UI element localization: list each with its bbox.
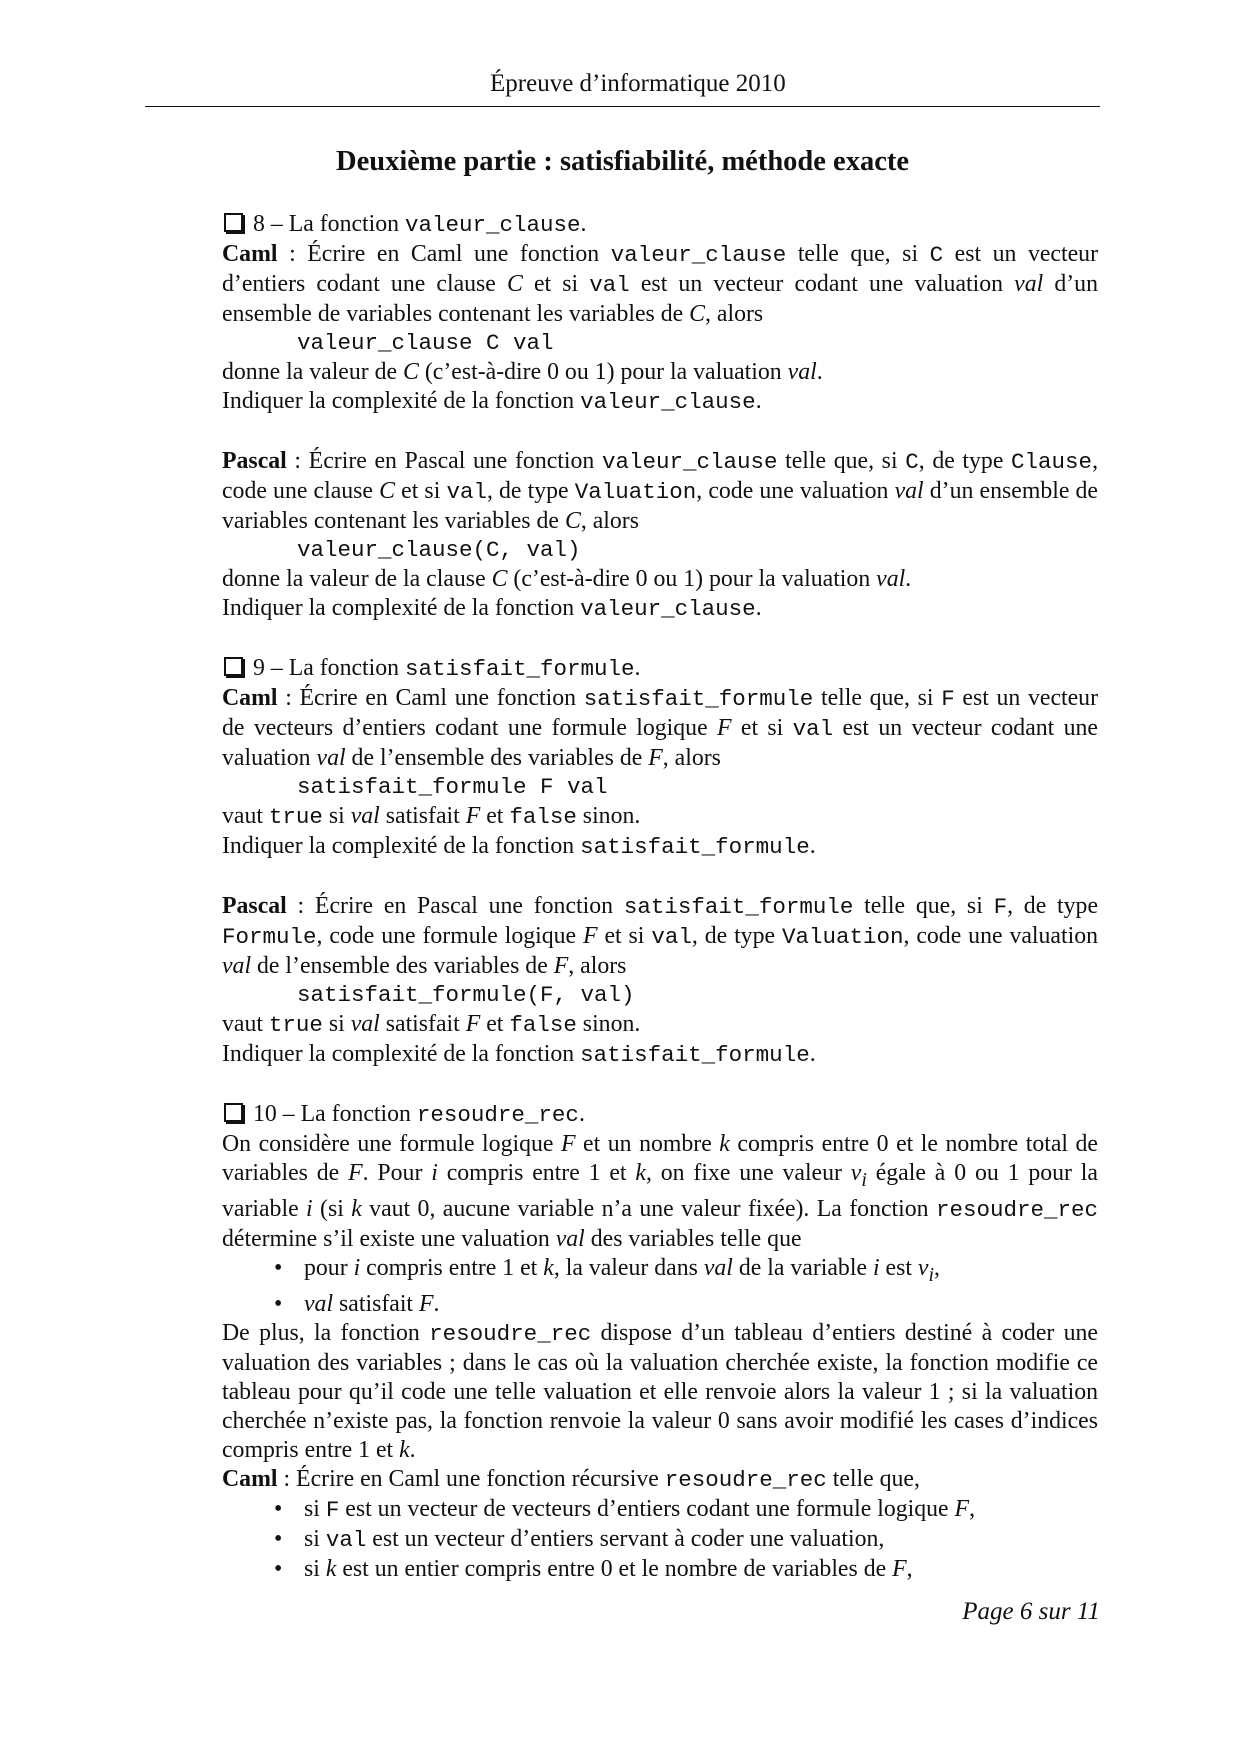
q8-pascal-result: donne la valeur de la clause C (c’est-à-dire 0 ou 1) pour la valuation val.	[222, 566, 912, 592]
q8-caml-result: donne la valeur de C (c’est-à-dire 0 ou 1) pour la valuation val.	[222, 359, 823, 385]
q8-caml-code: valeur_clause C val	[297, 330, 554, 356]
q9-pascal-statement: Pascal : Écrire en Pascal une fonction satisfait_formule telle que, si F, de type Formule, code une formule logique F et si val, de type Valuation, code une valuation val de l’ensemble des variables de F, alors	[222, 893, 1099, 979]
list-item: • pour i compris entre 1 et k, la valeur dans val de la variable i est $v_i$,	[274, 1254, 940, 1286]
bullet-icon: •	[274, 1254, 283, 1281]
list-item: • si F est un vecteur de vecteurs d’entiers codant une formule logique F,	[274, 1495, 976, 1523]
bullet-icon: •	[274, 1495, 283, 1522]
spacer	[222, 862, 1098, 892]
checkbox-square-icon	[224, 213, 243, 232]
running-header: Épreuve d’informatique 2010	[490, 70, 786, 97]
q9-pascal-complexity: Indiquer la complexité de la fonction satisfait_formule.	[222, 1041, 816, 1068]
q10-conditions-list	[222, 1254, 1098, 1319]
checkbox-square-icon	[224, 1103, 243, 1122]
q8-heading: 8 – La fonction valeur_clause.	[222, 210, 1098, 240]
spacer	[222, 1070, 1098, 1100]
q10-heading: 10 – La fonction resoudre_rec.	[222, 1100, 1098, 1130]
q9-caml-code: satisfait_formule F val	[297, 774, 608, 800]
q10-caml-list	[222, 1495, 1098, 1584]
bullet-icon: •	[274, 1525, 283, 1552]
bullet-icon: •	[274, 1290, 283, 1317]
q8-pascal-code: valeur_clause(C, val)	[297, 537, 581, 563]
q8-pascal-complexity: Indiquer la complexité de la fonction valeur_clause.	[222, 595, 762, 622]
q8-caml-complexity: Indiquer la complexité de la fonction valeur_clause.	[222, 388, 762, 415]
q10-more: De plus, la fonction resoudre_rec dispose d’un tableau d’entiers destiné à coder une valuation des variables ; dans le cas où la valuation cherchée existe, la fonction modifie ce tableau pour qu’il code une telle valuation et elle renvoie alors la valeur 1 ; si la valuation cherchée n’existe pas, la fonction renvoie la valeur 0 sans avoir modifié les cases d’indices compris entre 1 et k.	[222, 1319, 1098, 1463]
q8-pascal-statement: Pascal : Écrire en Pascal une fonction valeur_clause telle que, si C, de type Clause, code une clause C et si val, de type Valuation, code une valuation val d’un ensemble de variables contenant les variables de C, alors	[222, 448, 1099, 534]
q9-pascal-code: satisfait_formule(F, val)	[297, 982, 635, 1008]
q9-caml-complexity: Indiquer la complexité de la fonction satisfait_formule.	[222, 833, 816, 860]
header-rule	[145, 106, 1100, 107]
q9-pascal-result: vaut true si val satisfait F et false sinon.	[222, 1011, 641, 1038]
part-title: Deuxième partie : satisfiabilité, méthode exacte	[335, 146, 909, 177]
list-item: • val satisfait F.	[274, 1290, 440, 1317]
q10-intro: On considère une formule logique F et un nombre k compris entre 0 et le nombre total de variables de F. Pour i compris entre 1 et k, on fixe une valeur $v_i$ égale à 0 ou 1 pour la variable i (si k vaut 0, aucune variable n’a une valeur fixée). La fonction resoudre_rec détermine s’il existe une valuation val des variables telle que	[222, 1131, 1098, 1252]
list-item: • si val est un vecteur d’entiers servant à coder une valuation,	[274, 1525, 885, 1553]
q9-caml-result: vaut true si val satisfait F et false sinon.	[222, 803, 641, 830]
checkbox-square-icon	[224, 657, 243, 676]
spacer	[222, 417, 1098, 447]
q10-caml-statement: Caml : Écrire en Caml une fonction récursive resoudre_rec telle que,	[222, 1465, 920, 1493]
q9-heading: 9 – La fonction satisfait_formule.	[222, 654, 1098, 684]
content-body	[222, 210, 1098, 1584]
list-item: • si k est un entier compris entre 0 et le nombre de variables de F,	[274, 1555, 913, 1582]
q9-caml-statement: Caml : Écrire en Caml une fonction satisfait_formule telle que, si F est un vecteur de vecteurs d’entiers codant une formule logique F et si val est un vecteur codant une valuation val de l’ensemble des variables de F, alors	[222, 685, 1099, 771]
q8-caml-statement: Caml : Écrire en Caml une fonction valeur_clause telle que, si C est un vecteur d’entiers codant une clause C et si val est un vecteur codant une valuation val d’un ensemble de variables contenant les variables de C, alors	[222, 241, 1098, 327]
bullet-icon: •	[274, 1555, 283, 1582]
spacer	[222, 624, 1098, 654]
page-number: Page 6 sur 11	[962, 1598, 1100, 1625]
